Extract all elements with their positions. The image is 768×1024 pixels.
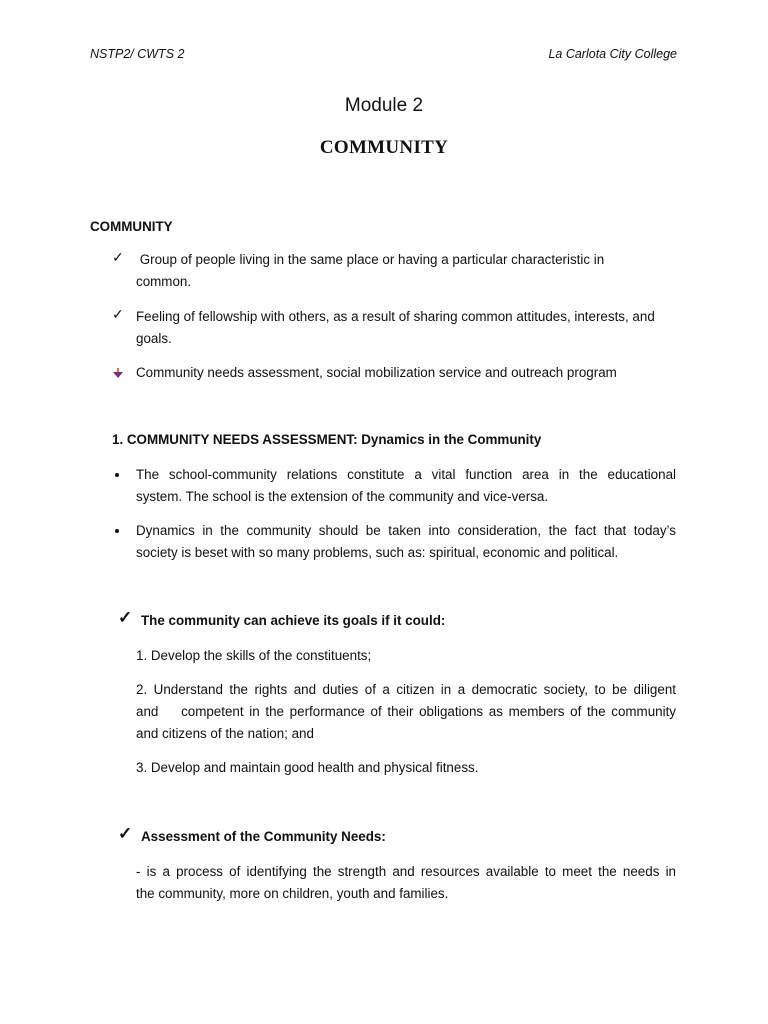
definition-1-line1: Group of people living in the same place or having a particular characteristic in bbox=[136, 252, 605, 267]
checkmark-icon: ✓ bbox=[118, 608, 133, 627]
definition-2-line1: Feeling of fellowship with others, as a result of sharing common attitudes, interests, and bbox=[136, 309, 655, 324]
bullet-2-line2: society is beset with so many problems, such as: spiritual, economic and political. bbox=[136, 545, 619, 560]
goal-item-1: 1. Develop the skills of the constituents; bbox=[136, 648, 372, 663]
assessment-text bbox=[136, 861, 676, 905]
goal-item-3: 3. Develop and maintain good health and physical fitness. bbox=[136, 760, 479, 775]
goal-item-2-line2: and competent in the performance of their obligations as members of the community bbox=[136, 704, 676, 719]
goal-item-2 bbox=[136, 679, 676, 745]
bullet-2-line1: Dynamics in the community should be taken into consideration, the fact that today’s bbox=[136, 523, 676, 538]
goal-item-2-line1: 2. Understand the rights and duties of a citizen in a democratic society, to be diligent bbox=[136, 682, 676, 697]
bullet-dot-icon bbox=[115, 473, 119, 477]
definition-1 bbox=[136, 249, 676, 293]
checkmark-icon: ✓ bbox=[112, 306, 124, 322]
bullet-dot-icon bbox=[115, 529, 119, 533]
bullet-1-line2: system. The school is the extension of the community and vice-versa. bbox=[136, 489, 549, 504]
assessment-line2: the community, more on children, youth and families. bbox=[136, 886, 449, 901]
header-left: NSTP2/ CWTS 2 bbox=[90, 47, 185, 61]
bullet-2 bbox=[136, 520, 676, 564]
goal-item-2-line3: and citizens of the nation; and bbox=[136, 726, 314, 741]
section-heading: COMMUNITY bbox=[90, 219, 173, 234]
bullet-1-line1: The school-community relations constitute a vital function area in the educational bbox=[136, 467, 676, 482]
module-label: Module 2 bbox=[344, 95, 424, 116]
arrow-bullet-icon bbox=[113, 368, 123, 378]
page-title: COMMUNITY bbox=[319, 137, 449, 158]
goals-heading: The community can achieve its goals if it could: bbox=[141, 613, 446, 628]
header-right: La Carlota City College bbox=[548, 47, 677, 61]
definition-2-line2: goals. bbox=[136, 331, 172, 346]
bullet-1 bbox=[136, 464, 676, 508]
definition-1-line2: common. bbox=[136, 274, 192, 289]
checkmark-icon: ✓ bbox=[118, 824, 133, 843]
assessment-line1: - is a process of identifying the strength and resources available to meet the needs in bbox=[136, 864, 676, 879]
checkmark-icon: ✓ bbox=[112, 249, 124, 265]
definition-2 bbox=[136, 306, 676, 350]
subsection-heading: 1. COMMUNITY NEEDS ASSESSMENT: Dynamics in the Community bbox=[112, 432, 542, 447]
arrow-item: Community needs assessment, social mobilization service and outreach program bbox=[136, 365, 617, 380]
assessment-heading: Assessment of the Community Needs: bbox=[141, 829, 386, 844]
